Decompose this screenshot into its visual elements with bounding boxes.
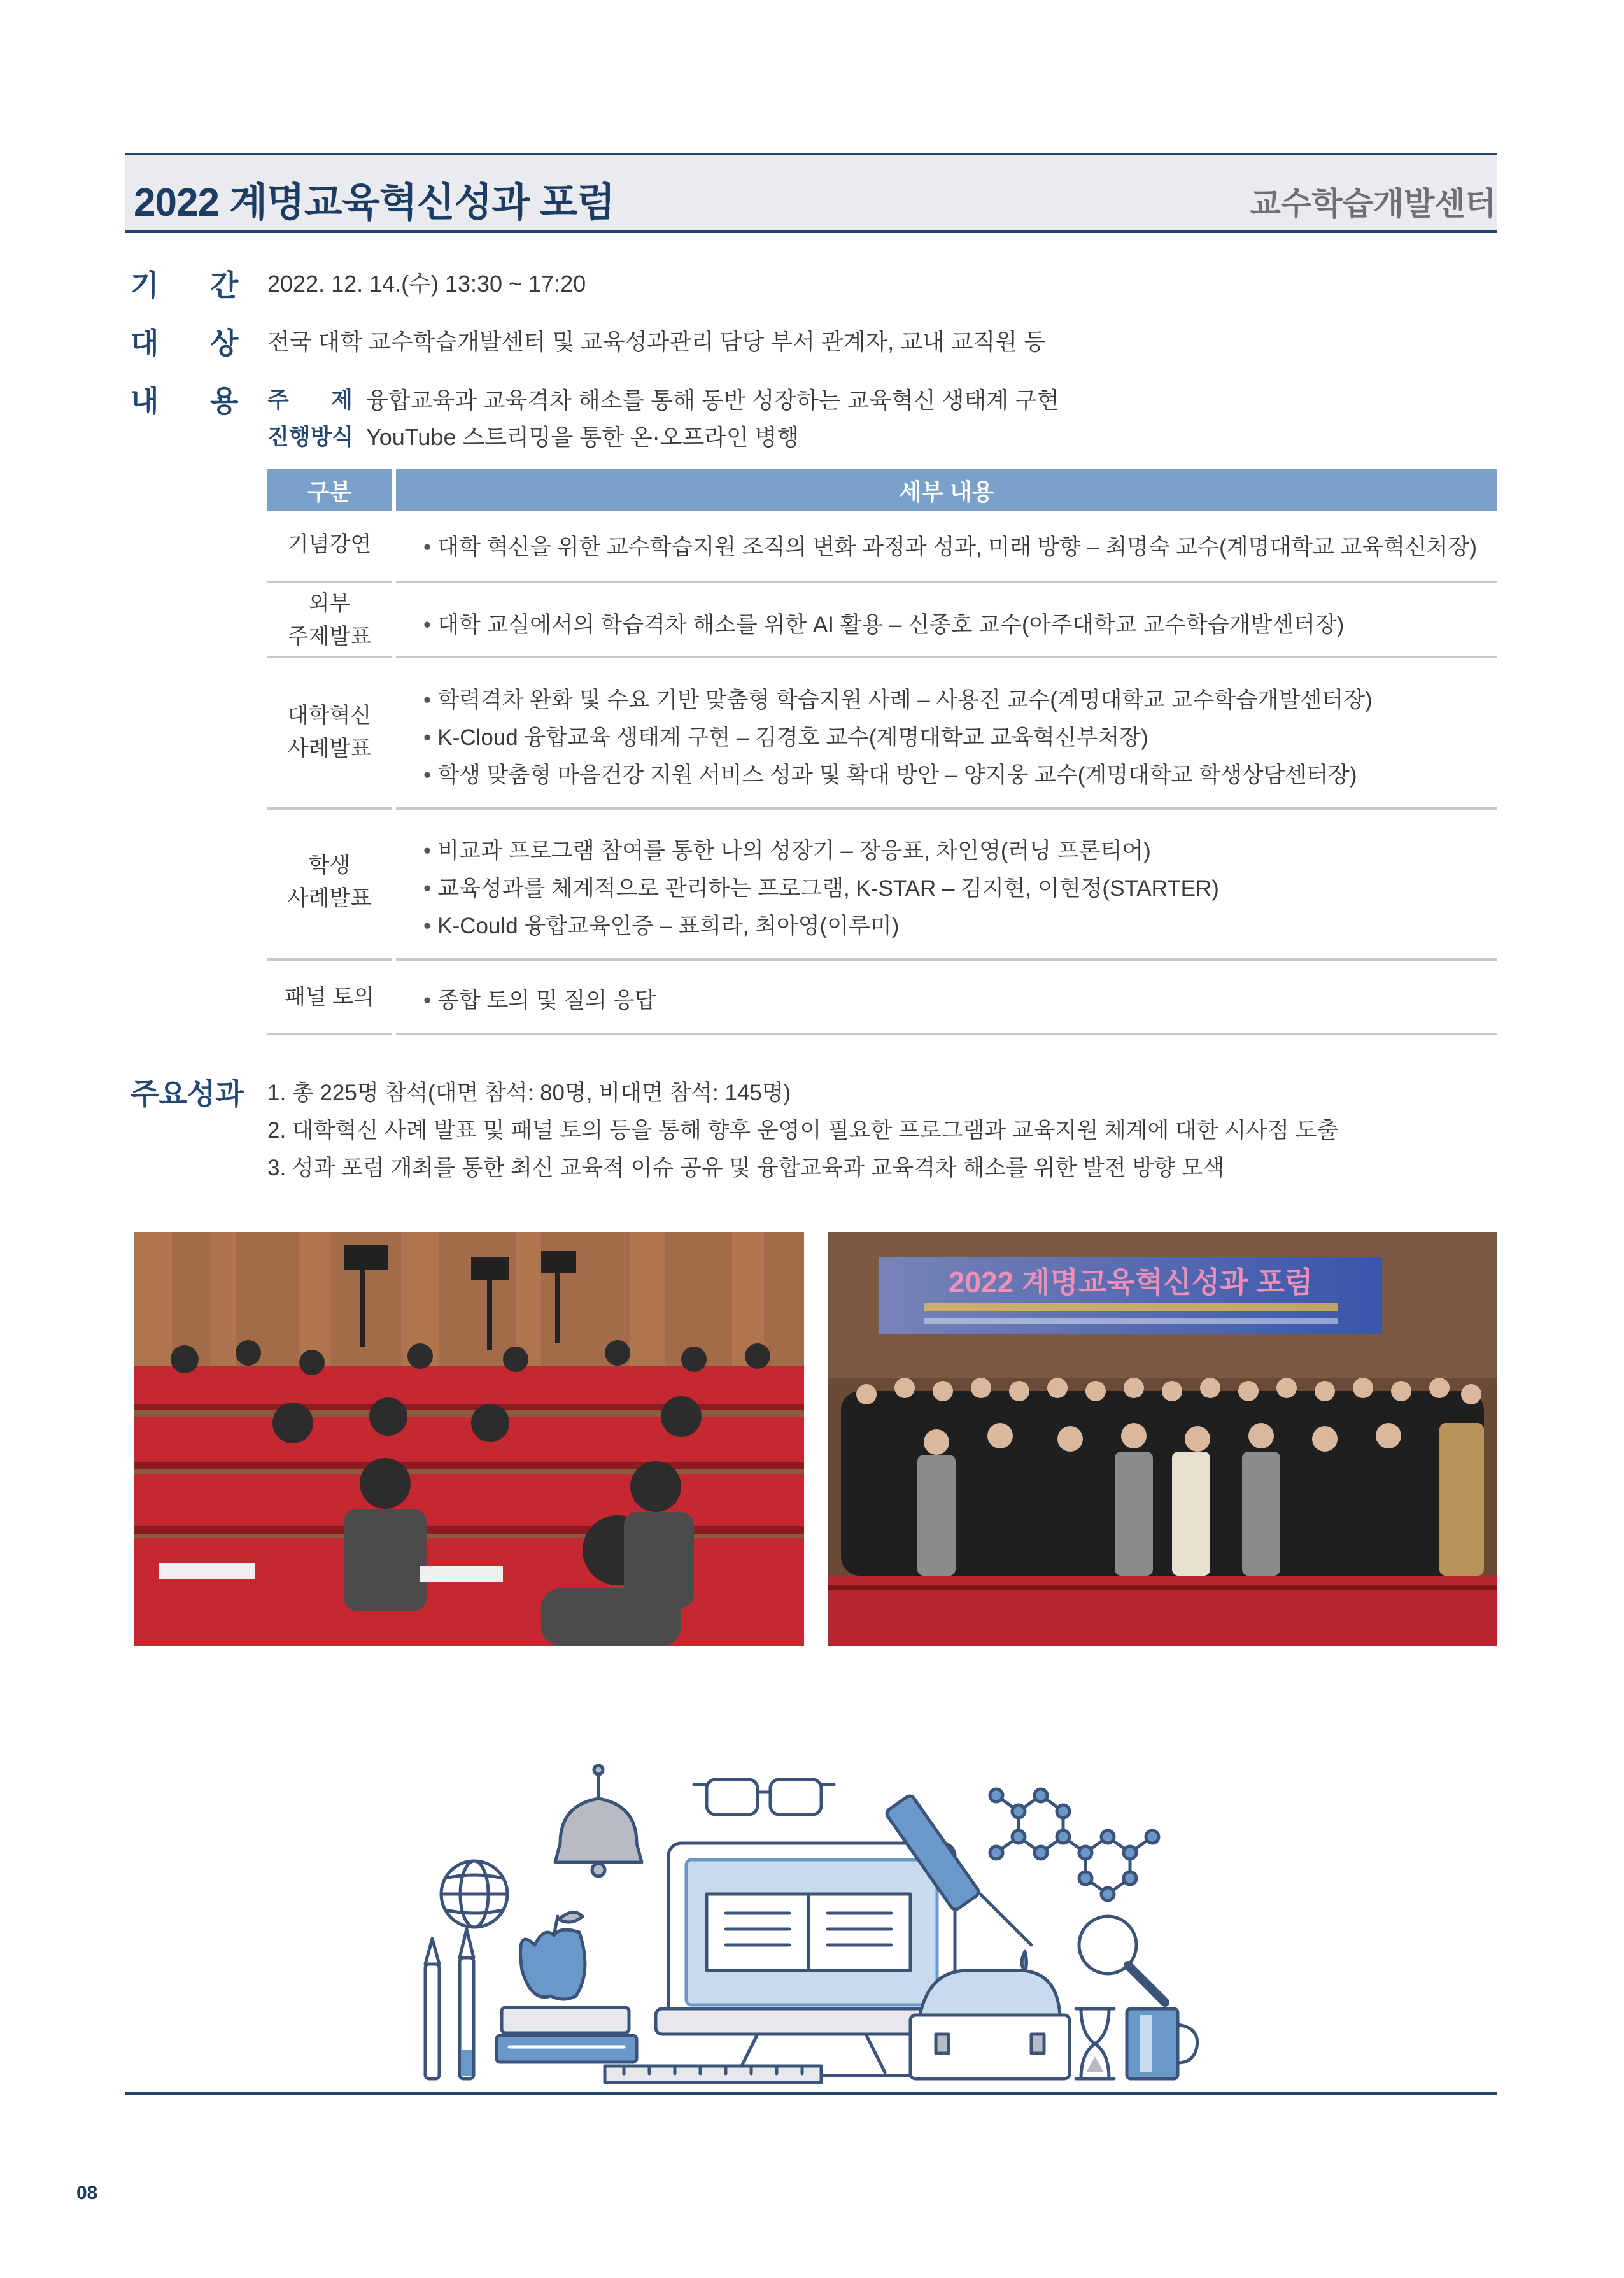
content-label-2: 용	[210, 385, 239, 418]
hourglass-icon	[1076, 2009, 1114, 2079]
row-divider	[267, 807, 392, 810]
row-divider	[267, 656, 392, 658]
row-item-4-3: • K-Could 융합교육인증 – 표희라, 최아영(이루미)	[423, 914, 900, 938]
row-item-5-1: • 종합 토의 및 질의 응답	[423, 988, 656, 1013]
education-illustration	[407, 1735, 1210, 2091]
target-value: 전국 대학 교수학습개발센터 및 교육성과관리 담당 부서 관계자, 교내 교직원 등	[267, 329, 1046, 355]
row-divider	[267, 581, 392, 583]
mug-icon	[1127, 2009, 1197, 2079]
table-header-category: 구분	[267, 469, 392, 511]
department-name: 교수학습개발센터	[1250, 186, 1496, 222]
method-value: YouTube 스트리밍을 통한 온·오프라인 병행	[366, 424, 800, 450]
row-item-1-1: • 대학 혁신을 위한 교수학습지원 조직의 변화 과정과 성과, 미래 방향 – 최명숙 교수(계명대학교 교육혁신처장)	[423, 535, 1478, 560]
period-label-1: 기	[131, 269, 159, 302]
row-category-1: 기념강연	[287, 532, 372, 556]
row-item-4-1: • 비교과 프로그램 참여를 통한 나의 성장기 – 장응표, 차인영(러닝 프론티어)	[423, 838, 1151, 863]
footer-rule	[125, 2092, 1497, 2095]
row-divider	[396, 656, 1497, 658]
group-photo	[828, 1232, 1497, 1646]
theme-label-2: 제	[331, 388, 353, 413]
glasses-icon	[694, 1779, 834, 1815]
banner-title: 2022 계명교육혁신성과 포럼	[948, 1266, 1313, 1299]
theme-value: 융합교육과 교육격차 해소를 통해 동반 성장하는 교육혁신 생태계 구현	[366, 387, 1059, 413]
period-value: 2022. 12. 14.(수) 13:30 ~ 17:20	[267, 271, 586, 297]
page-number: 08	[76, 2182, 98, 2204]
open-book-icon	[707, 1894, 910, 1970]
audience-photo	[134, 1232, 804, 1646]
row-item-3-1: • 학력격차 완화 및 수요 기반 맞춤형 학습지원 사례 – 사용진 교수(계명대학교 교수학습개발센터장)	[423, 688, 1373, 712]
ruler-icon	[605, 2066, 821, 2083]
magnifier-icon	[1079, 1916, 1165, 2002]
bell-icon	[555, 1765, 642, 1876]
apple-icon	[521, 1913, 585, 1999]
row-item-2-1: • 대학 교실에서의 학습격차 해소를 위한 AI 활용 – 신종호 교수(아주대학교 교수학습개발센터장)	[423, 612, 1345, 637]
row-divider	[396, 1033, 1497, 1035]
row-category-3: 대학혁신 사례발표	[287, 704, 372, 761]
page-title: 2022 계명교육혁신성과 포럼	[134, 181, 615, 225]
result-item-2: 2. 대학혁신 사례 발표 및 패널 토의 등을 통해 향후 운영이 필요한 프로그램과 교육지원 체계에 대한 시사점 도출	[267, 1118, 1339, 1143]
row-item-3-3: • 학생 맞춤형 마음건강 지원 서비스 성과 및 확대 방안 – 양지웅 교수(계명대학교 학생상담센터장)	[423, 763, 1357, 788]
content-label-1: 내	[131, 385, 159, 418]
row-category-2: 외부 주제발표	[287, 591, 372, 649]
row-item-4-2: • 교육성과를 체계적으로 관리하는 프로그램, K-STAR – 김지현, 이현정(STARTER)	[423, 876, 1219, 901]
method-label: 진행방식	[267, 425, 354, 449]
results-label: 주요성과	[131, 1077, 244, 1110]
result-item-1: 1. 총 225명 참석(대면 참석: 80명, 비대면 참석: 145명)	[267, 1080, 791, 1105]
molecule-icon	[990, 1789, 1159, 1900]
globe-icon	[441, 1861, 507, 1927]
target-label-1: 대	[131, 327, 159, 360]
period-label-2: 간	[210, 269, 239, 302]
row-divider	[396, 581, 1497, 583]
result-item-3: 3. 성과 포럼 개최를 통한 최신 교육적 이슈 공유 및 융합교육과 교육격차 해소를 위한 발전 방향 모색	[267, 1156, 1225, 1180]
bag-icon	[910, 1970, 1070, 2079]
row-divider	[396, 807, 1497, 810]
row-category-5: 패널 토의	[285, 985, 374, 1009]
row-item-3-2: • K-Cloud 융합교육 생태계 구현 – 김경호 교수(계명대학교 교육혁신부처장)	[423, 725, 1148, 750]
table-header-details: 세부 내용	[396, 469, 1497, 511]
row-divider	[396, 958, 1497, 961]
pencils-icon	[425, 1929, 474, 2079]
theme-label-1: 주	[267, 388, 289, 413]
row-divider	[267, 1033, 392, 1035]
row-category-4: 학생 사례발표	[287, 853, 372, 910]
books-icon	[497, 2007, 637, 2062]
row-divider	[267, 958, 392, 961]
target-label-2: 상	[210, 327, 239, 360]
